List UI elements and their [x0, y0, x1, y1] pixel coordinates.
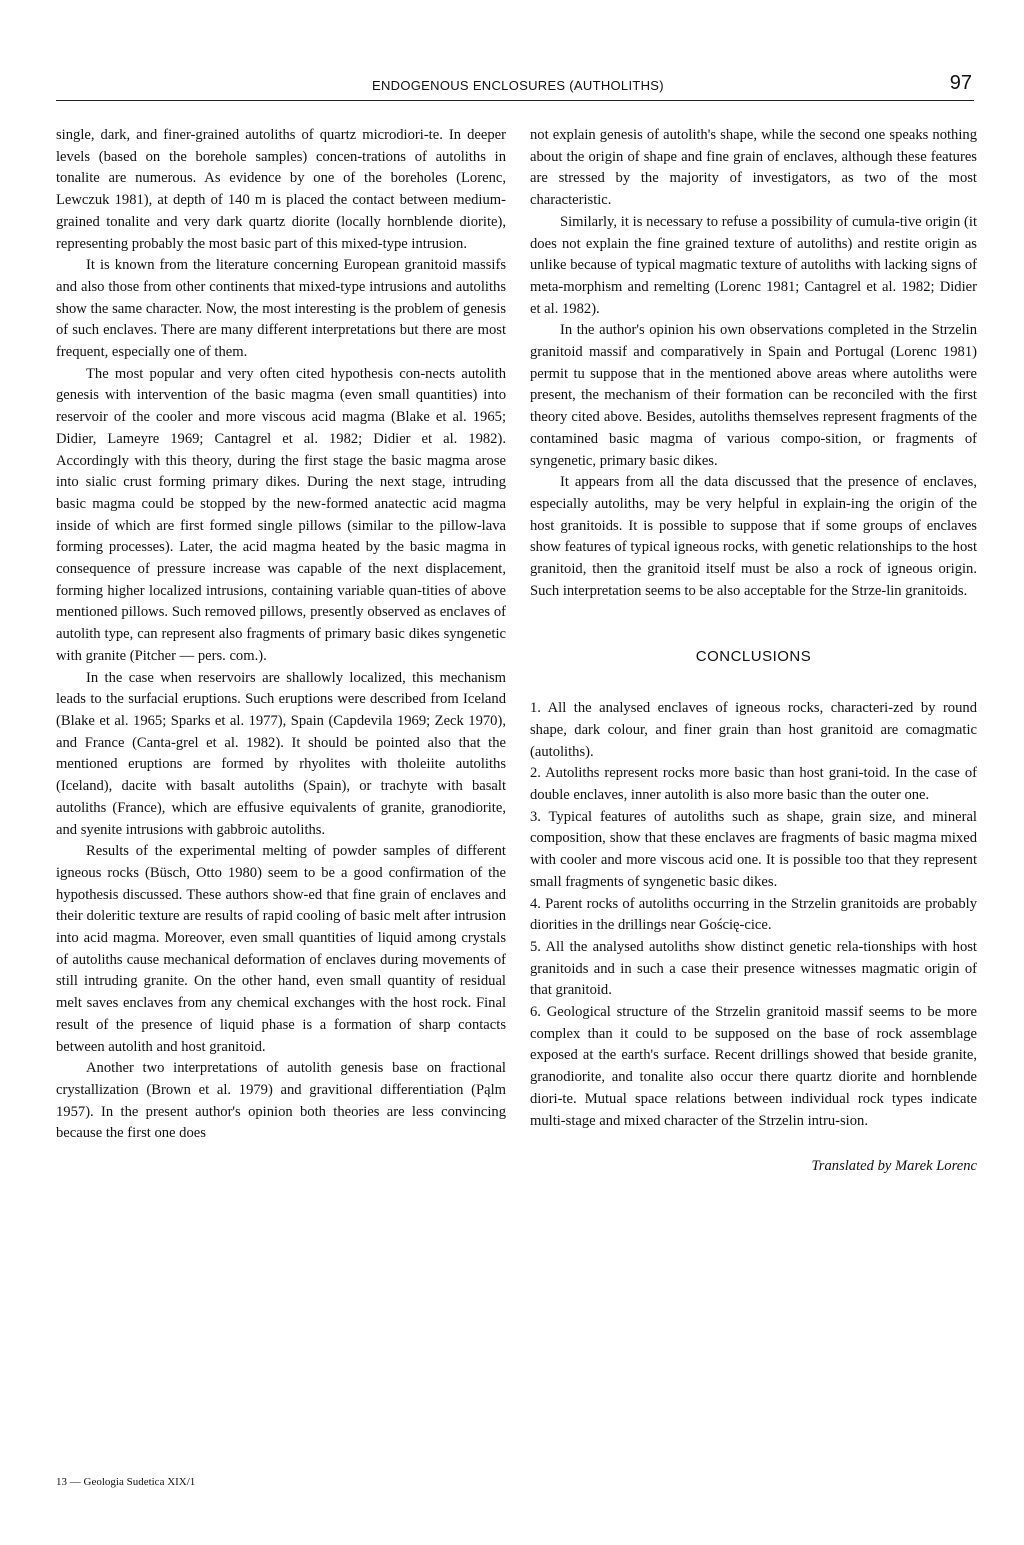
translator-credit: Translated by Marek Lorenc: [811, 1158, 977, 1175]
paragraph: It appears from all the data discussed that the presence of enclaves, especially autoliths, may be very helpful in explain-ing the origin of the host granitoids. It is possible to suppose that if some groups of enclaves show features of typical igneous rocks, with genetic relationships to the host granitoid, then the granitoid itself must be also a rock of igneous origin. Such interpretation seems to be also acceptable for the Strze-lin granitoids.: [530, 474, 977, 599]
page-footer: 13 — Geologia Sudetica XIX/1: [56, 1476, 196, 1488]
paragraph: Another two interpretations of autolith genesis base on fractional crystallization (Brown et al. 1979) and gravitional differentiation (Pąlm 1957). In the present author's opinion both theories are less convincing because the first one does: [56, 1060, 506, 1142]
section-title-conclusions: CONCLUSIONS: [695, 648, 812, 666]
left-column: [56, 125, 506, 1145]
running-title: ENDOGENOUS ENCLOSURES (AUTHOLITHS): [372, 78, 664, 93]
conclusion-item: 2. Autoliths represent rocks more basic than host grani-toid. In the case of double enclaves, inner autolith is also more basic than the outer one.: [530, 765, 977, 803]
paragraph: not explain genesis of autolith's shape, while the second one speaks nothing about the origin of shape and fine grain of enclaves, although these features are stressed by the majority of investigators, as two of the most characteristic.: [530, 127, 977, 209]
conclusion-item: 1. All the analysed enclaves of igneous rocks, characteri-zed by round shape, dark colour, and finer grain than host granitoid are comagmatic (autoliths).: [530, 700, 977, 760]
right-column: [530, 125, 977, 1178]
paragraph: single, dark, and finer-grained autoliths of quartz microdiori-te. In deeper levels (based on the borehole samples) concen-trations of autoliths in tonalite are numerous. As evidence by one of the boreholes (Lorenc, Lewczuk 1981), at depth of 140 m is placed the contact between medium-grained tonalite and very dark quartz diorite (locally hornblende diorite), representing probably the most basic part of this mixed-type intrusion.: [56, 127, 506, 252]
running-header: [56, 74, 974, 101]
paragraph: In the case when reservoirs are shallowly localized, this mechanism leads to the surfacial eruptions. Such eruptions were described from Iceland (Blake et al. 1965; Sparks et al. 1977), Spain (Capdevila 1969; Zeck 1970), and France (Canta-grel et al. 1982). It should be pointed also that the mentioned eruptions are formed by rhyolites with tholeiite autoliths (Iceland), dacite with basalt autoliths (Spain), or trachyte with basalt autoliths (France), which are effusive equivalents of granite, granodiorite, and syenite intrusions with gabbroic autoliths.: [56, 669, 506, 838]
paragraph: It is known from the literature concerning European granitoid massifs and also those from other continents that mixed-type intrusions and autoliths show the same character. Now, the most interesting is the problem of genesis of such enclaves. There are many different interpretations but there are most frequent, especially one of them.: [56, 257, 506, 361]
paragraph: The most popular and very often cited hypothesis con-nects autolith genesis with intervention of the basic magma (even small quantities) into reservoir of the cooler and more viscous acid magma (Blake et al. 1965; Didier, Lameyre 1969; Cantagrel et al. 1982; Didier et al. 1982). Accordingly with this theory, during the first stage the basic magma arose into sialic crust forming primary dikes. During the next stage, intruding basic magma could be stopped by the new-formed anatectic acid magma inside of which are first formed single pillows (similar to the pillow-lava forming processes). Later, the acid magma heated by the basic magma in consequence of pressure increase was capable of the next displacement, forming higher localized intrusions, containing variable quan-tities of above mentioned pillows. Such removed pillows, presently observed as enclaves of autolith type, can represent also fragments of primary basic dikes syngenetic with granite (Pitcher — pers. com.).: [56, 365, 506, 664]
paragraph: Results of the experimental melting of powder samples of different igneous rocks (Büsch, Otto 1980) seem to be a good confirmation of the hypothesis discussed. These authors show-ed that fine grain of enclaves and their doleritic texture are results of rapid cooling of basic melt after intrusion into acid magma. Moreover, even small quantities of liquid among crystals of autoliths cause mechanical deformation of enclaves during movements of still intruding granite. On the other hand, even small quantity of residual melt saves enclaves from any chemical exchanges with the host rock. Final result of the presence of liquid phase is a formation of sharp contacts between autolith and host granitoid.: [56, 843, 506, 1055]
paragraph: In the author's opinion his own observations completed in the Strzelin granitoid massif and comparatively in Spain and Portugal (Lorenc 1981) permit tu suppose that in the mentioned above areas where autoliths were present, the mechanism of their formation can be reconciled with the first theory cited above. Besides, autoliths themselves represent fragments of the contamined basic magma of various compo-sition, or fragments of syngenetic, primary basic dikes.: [530, 322, 977, 469]
conclusion-item: 3. Typical features of autoliths such as shape, grain size, and mineral composition, show that these enclaves are fragments of basic magma mixed with cooler and more viscous acid one. It is possible too that they represent small fragments of syngenetic basic dikes.: [530, 808, 977, 890]
conclusion-item: 6. Geological structure of the Strzelin granitoid massif seems to be more complex than it could to be supposed on the base of rock assemblage exposed at the earth's surface. Recent drillings showed that beside granite, granodiorite, and tonalite also occur there quartz diorite and hornblende diori-te. Mutual space relations between individual rock types indicate multi-stage and mixed character of the Strzelin intru-sion.: [530, 1004, 977, 1129]
conclusion-item: 5. All the analysed autoliths show distinct genetic rela-tionships with host granitoids and in such a case their presence witnesses magmatic origin of that granitoid.: [530, 938, 977, 999]
conclusion-item: 4. Parent rocks of autoliths occurring in the Strzelin granitoids are probably diorities in the drillings near Gościę-cice.: [530, 895, 977, 934]
page-number: 97: [949, 72, 972, 94]
paragraph: Similarly, it is necessary to refuse a possibility of cumula-tive origin (it does not explain the fine grained texture of autoliths) and restite origin as unlike because of typical magmatic texture of autoliths with lacking signs of meta-morphism and remelting (Lorenc 1981; Cantagrel et al. 1982; Didier et al. 1982).: [530, 213, 977, 317]
